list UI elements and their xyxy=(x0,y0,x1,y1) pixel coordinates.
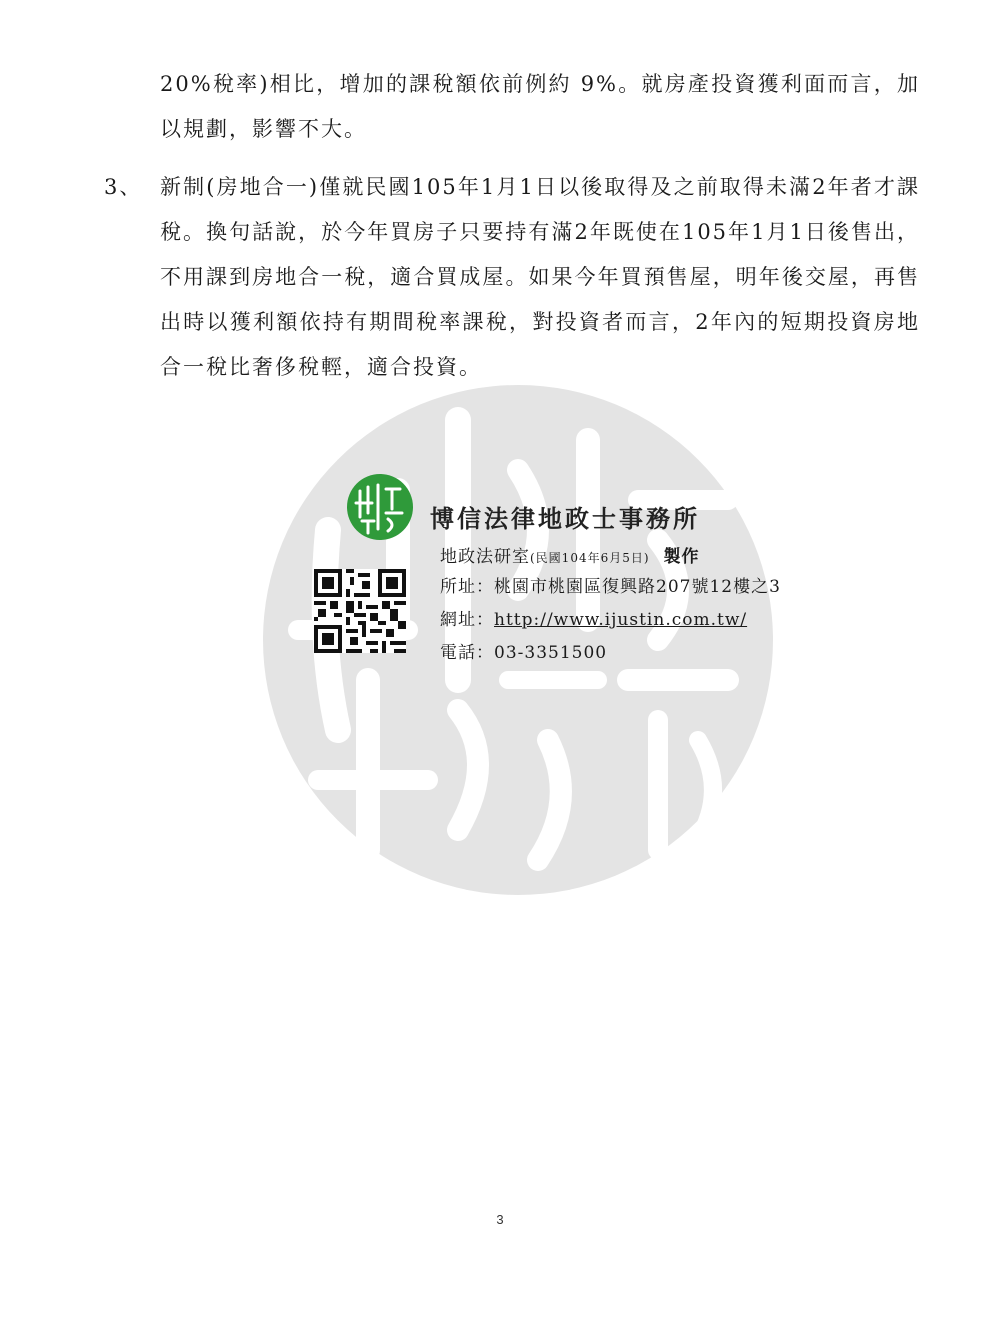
qr-code-icon xyxy=(314,568,406,654)
website-link[interactable]: http://www.ijustin.com.tw/ xyxy=(494,610,748,630)
address-value: 桃園市桃園區復興路207號12樓之3 xyxy=(494,577,781,597)
page-number: 3 xyxy=(496,1212,504,1227)
issue-date: (民國104年6月5日) xyxy=(530,551,650,565)
firm-name: 博信法律地政士事務所 xyxy=(430,504,700,533)
address-label: 所址： xyxy=(440,577,494,597)
address-line xyxy=(440,572,781,597)
list-item-number: 3、 xyxy=(104,175,143,199)
phone-line xyxy=(440,638,607,663)
phone-value: 03-3351500 xyxy=(494,643,608,663)
credit-line xyxy=(440,542,700,567)
list-item-text: 新制(房地合一)僅就民國105年1月1日以後取得及之前取得未滿2年者才課稅。換句話說，於今年買房子只要持有滿2年既使在105年1月1日後售出，不用課到房地合一稅，適合買成屋。如果今年買預售屋，明年後交屋，再售出時以獲利額依持有期間稅率課稅，對投資者而言，2年內的短期投資房地合一稅比奢侈稅輕，適合投資。 xyxy=(160,175,920,379)
paragraph-continued: 20%稅率)相比，增加的課稅額依前例約 9%。就房產投資獲利面而言，加以規劃，影響不大。 xyxy=(160,72,920,141)
website-label: 網址： xyxy=(440,610,494,630)
department-name: 地政法研室 xyxy=(440,547,530,567)
firm-seal-logo-icon xyxy=(346,473,414,541)
website-line xyxy=(440,605,747,630)
credit-label: 製作 xyxy=(663,547,700,567)
phone-label: 電話： xyxy=(440,643,494,663)
